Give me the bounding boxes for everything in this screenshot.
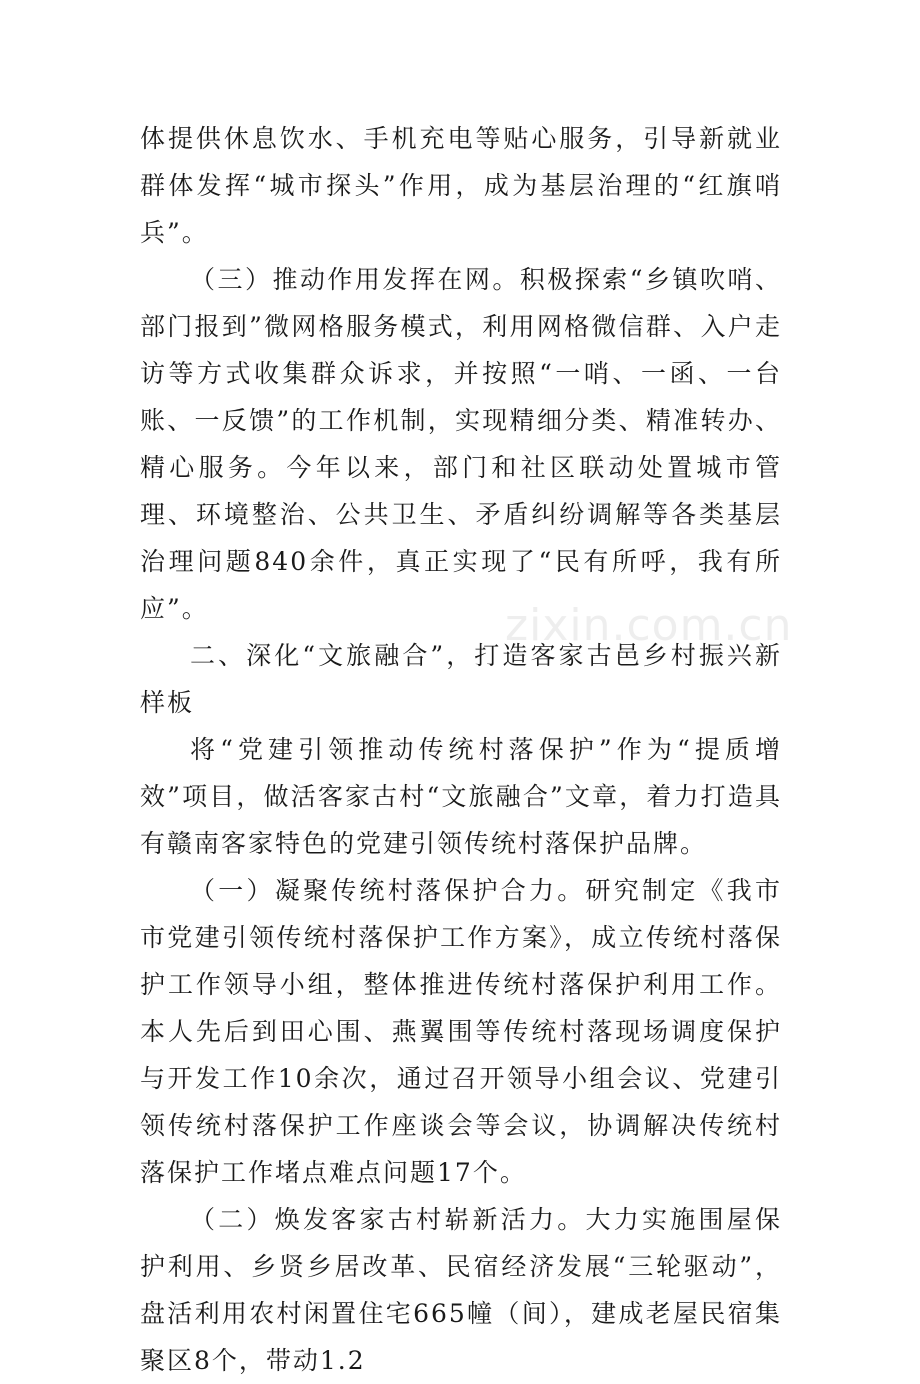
paragraph-subsection-1: （一）凝聚传统村落保护合力。研究制定《我市市党建引领传统村落保护工作方案》，成立传统村落保护工作领导小组，整体推进传统村落保护利用工作。本人先后到田心围、燕翼围等传统村落现场调度保护与开发工作10余次，通过召开领导小组会议、党建引领传统村落保护工作座谈会等会议，协调解决传统村落保护工作堵点难点问题17个。 [140,876,782,1187]
paragraph-continuation: 体提供休息饮水、手机充电等贴心服务，引导新就业群体发挥“城市探头”作用，成为基层治理的“红旗哨兵”。 [140,124,782,247]
section-heading-2: 二、深化“文旅融合”，打造客家古邑乡村振兴新样板 [140,641,782,717]
watermark: zixin.com.cn [505,600,793,651]
paragraph-intro: 将“党建引领推动传统村落保护”作为“提质增效”项目，做活客家古村“文旅融合”文章，着力打造具有赣南客家特色的党建引领传统村落保护品牌。 [140,735,782,858]
paragraph-subsection-2: （二）焕发客家古村崭新活力。大力实施围屋保护利用、乡贤乡居改革、民宿经济发展“三轮驱动”，盘活利用农村闲置住宅665幢（间），建成老屋民宿集聚区8个，带动1.2 [140,1205,782,1375]
paragraph-section-3: （三）推动作用发挥在网。积极探索“乡镇吹哨、部门报到”微网格服务模式，利用网格微信群、入户走访等方式收集群众诉求，并按照“一哨、一函、一台账、一反馈”的工作机制，实现精细分类、精准转办、精心服务。今年以来，部门和社区联动处置城市管理、环境整治、公共卫生、矛盾纠纷调解等各类基层治理问题840余件，真正实现了“民有所呼，我有所应”。 [140,265,782,623]
document-body [140,115,782,1384]
